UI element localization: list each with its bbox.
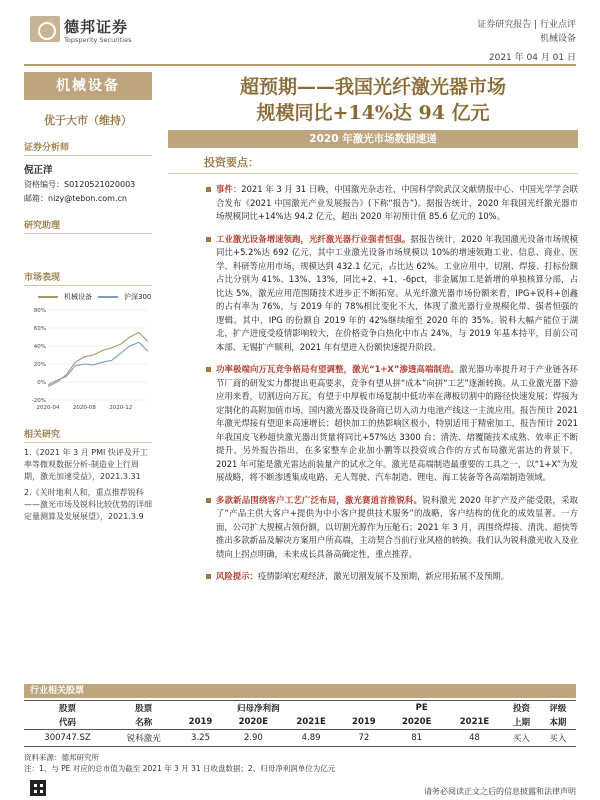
table-cell: 72: [340, 730, 388, 747]
table-row: [24, 730, 576, 747]
table-source: [24, 752, 335, 774]
bullet-lead: 风险提示：: [216, 571, 258, 581]
legend-swatch-sector: [38, 296, 58, 298]
bullet-growth: [168, 233, 578, 355]
bullet-lead: 多款新品围绕客户工艺广泛布局，激光赛道首推锐科。: [216, 494, 423, 505]
brand-name-en: Topsperity Securities: [64, 36, 132, 44]
table-header-cell: 2021E: [459, 717, 490, 727]
table-cell: 锐科激光: [111, 730, 177, 747]
analyst-email[interactable]: 邮箱：nizy@tebon.com.cn: [24, 194, 127, 203]
assistant-section-title: 研究助理: [24, 218, 152, 234]
table-header-cell: 2019: [188, 717, 213, 727]
chart-y-tick-label: 60%: [33, 326, 46, 332]
legend-swatch-index: [98, 296, 118, 298]
brand-name: 德邦证券: [64, 18, 129, 36]
report-title-line1: 超预期——我国光纤激光器市场: [239, 76, 506, 98]
bullet-risk: [168, 570, 578, 584]
bullet-text: 激光器功率提升对于产业链各环节厂商的研发实力都提出更高要求，竞争有望从拼“成本”向拼“工艺”逐渐转换。从工业激光器下游应用来看，切割迈向万瓦，有望于中厚板市场复制中低功率在薄板切割中的路径快速发展；焊接为定制化的高附加值市场，国内激光器及设备商已切入动力电池产线这一主流应用。报告预计 2021 年激光焊接有望迎来高速增长；超快加工的热影响区极小，特别适用于精密加工，报告预计 2021 年我国皮飞秒超快激光器出货量将同比+57%达 3300 台；清洗、熔覆随技术成熟、效率正不断提升。另外报告指出，在多家整车企业加小鹏等以投资或合作的方式布局激光雷达的背景下，2021 年可能是激光雷达前装量产的试水之年。激光是高端制造最重要的工具之一，以“1+X”为发展战略，将不断渗透集成电路、无人驾驶、汽车制造、锂电、海工装备等各高端制造领域。: [216, 364, 578, 482]
header-divider: [24, 64, 576, 66]
table-header-cell: 2019: [352, 717, 376, 727]
stock-table-title: 行业相关股票: [24, 684, 576, 698]
table-group-header-cell: PE: [340, 701, 503, 716]
note-line: 注：1、与 PE 对应的总市值为截至 2021 年 3 月 31 日收盘数据；2、归母净利润单位为亿元: [24, 764, 336, 773]
bullet-text: 疫情影响宏观经济，激光切割发展不及预期，新应用拓展不及预期。: [257, 571, 510, 581]
table-cell: 买入: [540, 730, 576, 747]
analyst-cert: 资格编号：S0120521020003: [24, 180, 136, 189]
table-group-header-cell: 股票: [24, 701, 111, 716]
table-cell: 48: [446, 730, 504, 747]
table-group-header-cell: 评级: [540, 701, 576, 716]
table-group-header-cell: 股票: [111, 701, 177, 716]
main-content: [168, 74, 578, 584]
footer-disclaimer: 请务必阅读正文之后的信息披露和法律声明: [424, 787, 576, 796]
legend-label-sector: 机械设备: [64, 293, 92, 301]
table-header-cell: 上期: [513, 718, 531, 728]
report-date: 2021 年 04 月 01 日: [488, 53, 576, 63]
related-item[interactable]: 2.《关时地利人和，重点推荐锐科——激光市场及锐科比较优势的详细定量测算及发展展望》，2021.3.9: [24, 488, 152, 521]
rating: 优于大市（维持）: [44, 114, 132, 127]
bullet-products: [168, 494, 578, 562]
market-trend-title: 市场表现: [24, 270, 152, 286]
source-line: 资料来源：德邦研究所: [24, 753, 99, 762]
report-title-line2: 规模同比+14%达 94 亿元: [256, 102, 490, 124]
related-item[interactable]: 1.《2021 年 3 月 PMI 快评及开工率等微观数据分析-制造业上行周期，激光加速受益》，2021.3.31: [24, 448, 148, 481]
chart-x-tick-label: 2020-08: [72, 405, 96, 411]
table-header-cell: 代码: [58, 718, 76, 728]
table-header-cell: 2021E: [296, 717, 326, 727]
table-header-cell: 名称: [135, 718, 153, 728]
bullet-text: 2021 年 3 月 31 日晚，中国激光杂志社，中国科学院武汉文献情报中心、中国光学学会联合发布《2021 中国激光产业发展报告》(下称“报告”)。据报告统计，2020 年我国光纤激光器市场规模同比+14%达 94.2 亿元，超出 2020 年初预计值 85.6 亿元的 10%。: [216, 184, 579, 221]
table-group-header-cell: 投资: [503, 701, 539, 716]
table-cell: 3.25: [177, 730, 225, 747]
investment-points-title: 投资要点：: [168, 154, 578, 174]
sidebar: [24, 72, 152, 523]
bullet-text: 据报告统计，2020 年我国激光设备市场规模同比+5.2%达 692 亿元，其中工业激光设备市场规模以 10%的增速领跑工业、信息、商业、医学、科研等应用市场，规模达到 432.1 亿元，占比达 62%。工业应用中，切割、焊接、打标份额占比分别为 41%、13%、13%，同比+2、+1、-6pct，非金属加工是新增的单独核算分部，占比达 5%，激光应用范围随技术进步正不断拓宽。从光纤激光器市场份额来看，IPG+锐科+创鑫的占有率为 76%，与 2019 年的 78%相比变化不大，体现了激光器行业规模化带、强者恒强的逻辑。其中，IPG 的份额自 2019 年的 42%继续缩至 2020 年的 35%。锐科大幅产能位于湖北，扩产进度受疫情影响较大，在价格竞争白热化中市占 24%，与 2019 年基本持平，目前公司本部、无锡扩产顺利，2021 年有望进入份额快速提升阶段。: [216, 233, 578, 352]
bullet-text: 锐科激光 2020 年扩产及产能受限，采取了“产品主供大客户+提供为中小客户提供技术服务”的战略，客户结构的优化的成效显著。一方面，公司扩大规模占领份额，以切割光源作为压舱石；2021 年 3 月，再围绕焊接、清洗、超快等推出多款新品及解决方案用户所高端，主动契合当前行业风格的转换。我们认为锐科激光收入及业绩向上拐点明确，未来成长具备高确定性，重点推荐。: [216, 494, 579, 559]
table-cell: 买入: [503, 730, 539, 747]
market-trend-chart: [24, 304, 152, 420]
table-group-header: [24, 701, 576, 716]
stock-forecast-table: [24, 700, 576, 747]
chart-y-tick-label: 20%: [33, 362, 46, 368]
bullet-lead: 功率极端向万瓦竞争格局有望调整，激光“1+X”渗透高端制造。: [216, 364, 460, 374]
chart-y-tick-label: -20%: [31, 398, 46, 404]
analyst-name: 倪正洋: [24, 165, 53, 176]
table-group-header-cell: 归母净利润: [177, 701, 340, 716]
chart-series-line: [48, 342, 148, 384]
legend-label-index: 沪深300: [124, 293, 152, 301]
chart-y-tick-label: 40%: [33, 344, 46, 350]
chart-x-tick-label: 2020-12: [109, 405, 133, 411]
table-cell: 2.90: [224, 730, 282, 747]
bullet-lead: 工业激光设备增速领跑，光纤激光器行业强者恒强。: [216, 233, 411, 244]
chart-legend: [24, 292, 152, 302]
report-subtitle: 2020 年激光市场数据速递: [168, 130, 578, 148]
brand-logo-icon: [30, 16, 60, 42]
sector-badge: 机械设备: [24, 72, 152, 100]
bullet-event: [168, 183, 578, 224]
chart-x-tick-label: 2020-04: [36, 405, 60, 411]
table-cell: 4.89: [282, 730, 340, 747]
analyst-section-title: 证券分析师: [24, 140, 152, 156]
table-header-cell: 2020E: [238, 717, 269, 727]
table-cell: 300747.SZ: [24, 730, 111, 747]
table-header-cell: 本期: [549, 718, 567, 728]
table-cell: 81: [388, 730, 446, 747]
bullet-competition: [168, 363, 578, 485]
qr-code-icon: [30, 780, 46, 796]
chart-y-tick-label: 0%: [37, 380, 46, 386]
bullet-lead: 事件：: [216, 184, 242, 194]
chart-y-tick-label: 80%: [33, 308, 46, 314]
report-industry: 机械设备: [539, 34, 576, 44]
related-research-title: 相关研究: [24, 427, 152, 443]
report-type: 证券研究报告 | 行业点评: [477, 20, 576, 30]
table-header-cell: 2020E: [401, 717, 432, 727]
report-meta: [477, 18, 576, 46]
table-header: [24, 715, 576, 730]
